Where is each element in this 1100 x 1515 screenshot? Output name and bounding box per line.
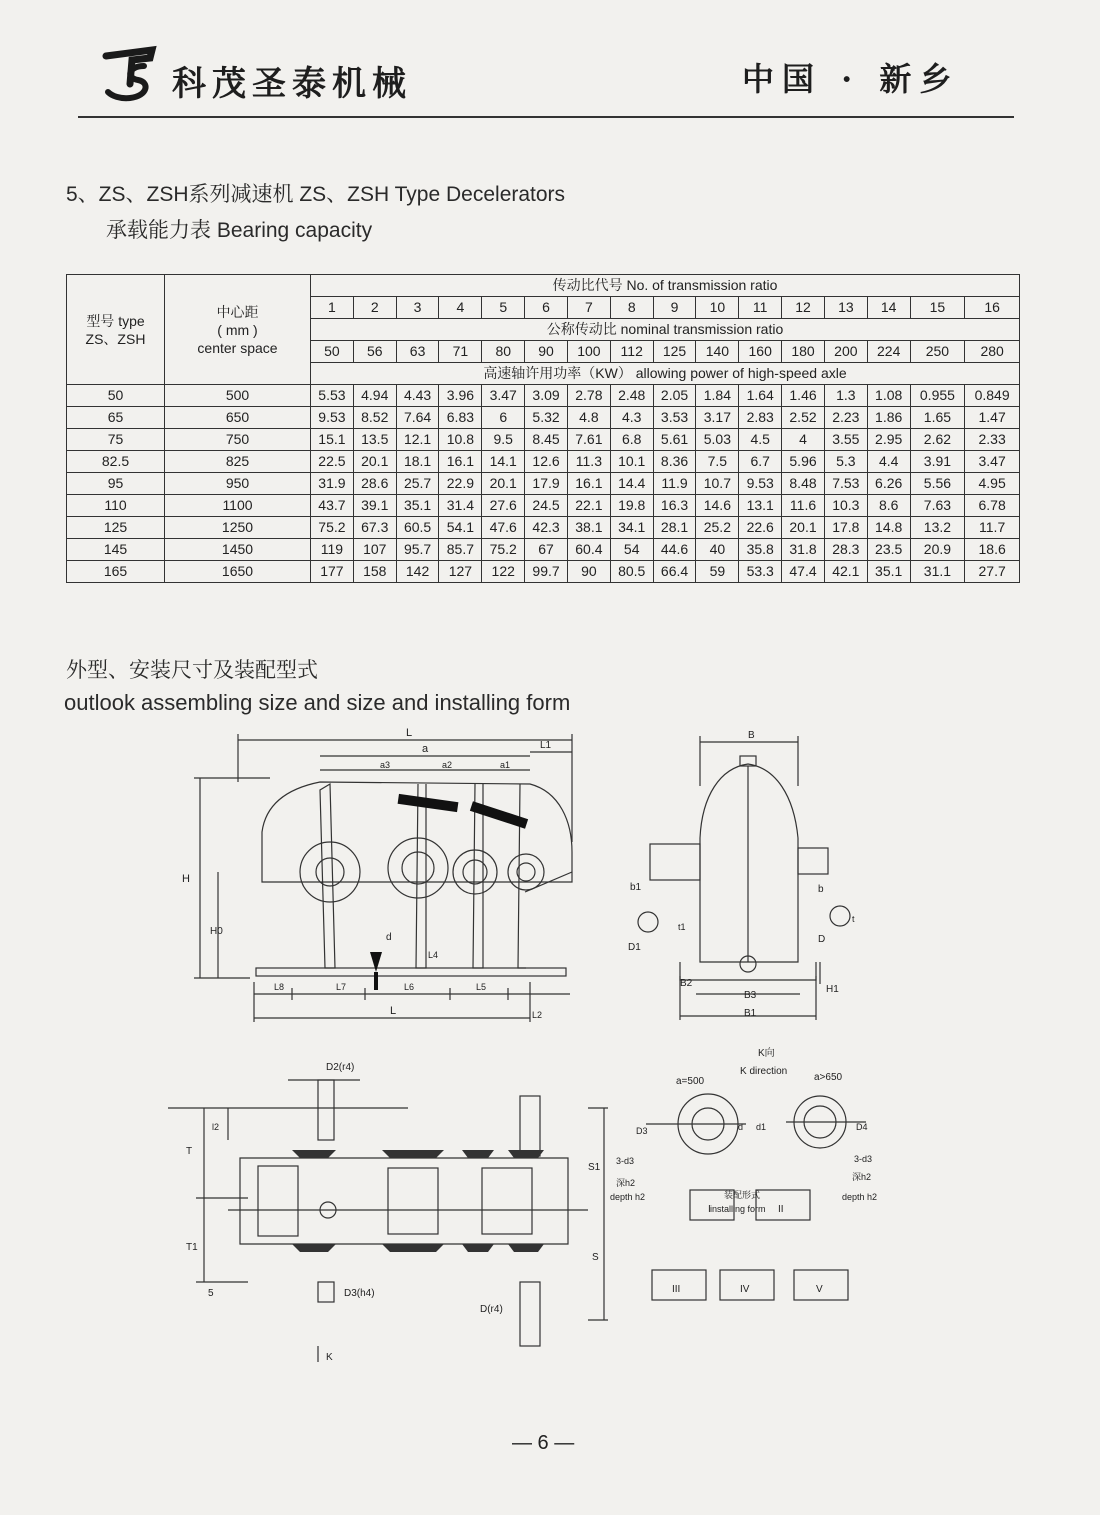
power-cell: 2.05 [653,385,696,407]
header-row-ratio-label [67,275,1020,297]
power-cell: 14.4 [610,473,653,495]
power-cell: 47.6 [482,517,525,539]
power-cell: 66.4 [653,561,696,583]
power-cell: 2.33 [965,429,1020,451]
power-cell: 7.61 [567,429,610,451]
power-cell: 1.84 [696,385,739,407]
power-cell: 16.1 [567,473,610,495]
type-cell: 110 [67,495,165,517]
ratio-code-cell: 3 [396,297,439,319]
table-row [67,407,1020,429]
dim-D: D [818,934,826,945]
power-cell: 85.7 [439,539,482,561]
form-V: V [816,1284,823,1295]
power-cell: 9.5 [482,429,525,451]
power-cell: 3.96 [439,385,482,407]
power-cell: 3.53 [653,407,696,429]
power-cell: 31.1 [910,561,965,583]
power-cell: 11.3 [567,451,610,473]
power-cell: 5.96 [782,451,825,473]
power-cell: 44.6 [653,539,696,561]
power-cell: 42.3 [525,517,568,539]
power-cell: 4.3 [610,407,653,429]
table-row [67,539,1020,561]
power-cell: 67.3 [353,517,396,539]
power-cell: 17.9 [525,473,568,495]
ratio-code-cell: 4 [439,297,482,319]
power-cell: 1.65 [910,407,965,429]
power-cell: 3.47 [482,385,525,407]
dim-L2: L2 [532,1010,543,1020]
power-cell: 4.95 [965,473,1020,495]
type-cell: 65 [67,407,165,429]
power-cell: 18.1 [396,451,439,473]
table-row [67,561,1020,583]
dim-D4: D4 [856,1122,868,1132]
power-cell: 11.7 [965,517,1020,539]
power-cell: 6.7 [739,451,782,473]
type-cell: 165 [67,561,165,583]
power-cell: 12.6 [525,451,568,473]
power-cell: 22.1 [567,495,610,517]
power-cell: 0.955 [910,385,965,407]
ratio-code-cell: 2 [353,297,396,319]
power-cell: 10.8 [439,429,482,451]
power-cell: 6 [482,407,525,429]
dim-K: K [326,1352,333,1363]
power-cell: 15.1 [311,429,354,451]
power-cell: 42.1 [824,561,867,583]
power-cell: 17.8 [824,517,867,539]
nominal-ratio-cell: 100 [567,341,610,363]
power-cell: 5.56 [910,473,965,495]
dim-B1: B1 [744,1008,757,1019]
dim-t1: t1 [678,922,686,932]
power-cell: 39.1 [353,495,396,517]
nominal-ratio-cell: 50 [311,341,354,363]
nominal-ratio-cell: 224 [867,341,910,363]
nominal-ratio-header: 公称传动比 nominal transmission ratio [311,319,1020,341]
ratio-code-cell: 1 [311,297,354,319]
center-cell: 500 [165,385,311,407]
power-cell: 23.5 [867,539,910,561]
power-cell: 95.7 [396,539,439,561]
power-cell: 4.94 [353,385,396,407]
power-cell: 3.17 [696,407,739,429]
power-cell: 6.26 [867,473,910,495]
dim-L-bottom: L [390,1005,397,1017]
dim-t: t [852,914,855,924]
table-row [67,429,1020,451]
label-depth-cn-left: 深h2 [616,1178,636,1188]
power-cell: 34.1 [610,517,653,539]
nominal-ratio-cell: 180 [782,341,825,363]
nominal-ratio-cell: 112 [610,341,653,363]
power-cell: 75.2 [311,517,354,539]
power-cell: 24.5 [525,495,568,517]
power-cell: 31.4 [439,495,482,517]
power-cell: 54.1 [439,517,482,539]
dim-L-top: L [406,727,413,739]
power-cell: 5.32 [525,407,568,429]
power-cell: 5.03 [696,429,739,451]
power-cell: 19.8 [610,495,653,517]
power-cell: 4.8 [567,407,610,429]
dim-T1: T1 [186,1242,198,1253]
power-cell: 25.2 [696,517,739,539]
power-cell: 8.48 [782,473,825,495]
power-cell: 4.5 [739,429,782,451]
dim-d1: d1 [756,1122,767,1132]
ratio-code-cell: 7 [567,297,610,319]
table-row [67,473,1020,495]
dim-B2: B2 [680,978,693,989]
power-cell: 99.7 [525,561,568,583]
power-cell: 28.3 [824,539,867,561]
power-cell: 4.43 [396,385,439,407]
nominal-ratio-cell: 140 [696,341,739,363]
dim-b1: b1 [630,882,642,893]
power-cell: 13.2 [910,517,965,539]
dim-d: d [738,1122,744,1132]
dim-L6: L6 [404,982,415,992]
power-cell: 14.8 [867,517,910,539]
k-direction-view-drawing [606,1040,906,1360]
power-cell: 142 [396,561,439,583]
type-cell: 145 [67,539,165,561]
dim-L1: L1 [540,740,552,751]
installing-form-cn: 装配形式 [724,1190,761,1200]
side-view-drawing [620,726,860,1026]
power-cell: 59 [696,561,739,583]
dim-H: H [182,873,190,885]
power-cell: 6.83 [439,407,482,429]
power-cell: 47.4 [782,561,825,583]
power-cell: 5.53 [311,385,354,407]
power-cell: 6.78 [965,495,1020,517]
nominal-ratio-cell: 56 [353,341,396,363]
power-cell: 35.1 [867,561,910,583]
form-II: II [778,1204,784,1215]
power-cell: 14.1 [482,451,525,473]
power-cell: 8.45 [525,429,568,451]
power-cell: 12.1 [396,429,439,451]
label-a500: a=500 [676,1076,705,1087]
power-cell: 53.3 [739,561,782,583]
power-cell: 27.7 [965,561,1020,583]
power-cell: 1.46 [782,385,825,407]
power-cell: 43.7 [311,495,354,517]
power-cell: 10.1 [610,451,653,473]
form-IV: IV [740,1284,750,1295]
ratio-code-cell: 9 [653,297,696,319]
power-cell: 1.47 [965,407,1020,429]
company-name: 科茂圣泰机械 [172,64,412,104]
dim-D1: D1 [628,942,641,953]
outline-title-en: outlook assembling size and size and installing form [64,690,571,715]
plan-view-drawing [168,1050,616,1370]
bearing-capacity-table [66,274,1020,583]
power-cell: 1.08 [867,385,910,407]
power-cell: 75.2 [482,539,525,561]
power-cell: 2.95 [867,429,910,451]
power-cell: 177 [311,561,354,583]
power-cell: 60.4 [567,539,610,561]
dim-L7: L7 [336,982,347,992]
power-cell: 2.83 [739,407,782,429]
power-cell: 1.86 [867,407,910,429]
power-cell: 10.3 [824,495,867,517]
center-cell: 1650 [165,561,311,583]
dim-b: b [818,884,824,895]
center-cell: 1450 [165,539,311,561]
power-cell: 7.53 [824,473,867,495]
dim-H1: H1 [826,984,839,995]
power-cell: 14.6 [696,495,739,517]
nominal-ratio-cell: 280 [965,341,1020,363]
power-cell: 2.62 [910,429,965,451]
power-cell: 4 [782,429,825,451]
form-I: I [708,1204,711,1215]
power-cell: 80.5 [610,561,653,583]
company-logo [100,44,166,106]
power-cell: 1.3 [824,385,867,407]
nominal-ratio-cell: 125 [653,341,696,363]
center-cell: 750 [165,429,311,451]
table-row [67,517,1020,539]
location-text: 中国 · 新乡 [742,60,960,98]
power-cell: 107 [353,539,396,561]
label-3-d3-right: 3-d3 [854,1154,873,1164]
power-cell: 22.5 [311,451,354,473]
nominal-ratio-cell: 71 [439,341,482,363]
front-view-drawing [170,722,590,1032]
section-title: 5、ZS、ZSH系列减速机 ZS、ZSH Type Decelerators [66,183,566,206]
power-cell: 0.849 [965,385,1020,407]
dim-S1: S1 [588,1162,601,1173]
power-cell: 7.63 [910,495,965,517]
table-row [67,451,1020,473]
power-cell: 9.53 [311,407,354,429]
power-cell: 40 [696,539,739,561]
ratio-code-cell: 10 [696,297,739,319]
ratio-code-header: 传动比代号 No. of transmission ratio [311,275,1020,297]
power-cell: 7.64 [396,407,439,429]
power-cell: 3.09 [525,385,568,407]
power-cell: 20.9 [910,539,965,561]
power-cell: 11.6 [782,495,825,517]
power-cell: 10.7 [696,473,739,495]
form-III: III [672,1284,681,1295]
ratio-code-cell: 15 [910,297,965,319]
type-header: 型号 type ZS、ZSH [67,275,165,385]
type-cell: 95 [67,473,165,495]
nominal-ratio-cell: 200 [824,341,867,363]
power-cell: 2.52 [782,407,825,429]
header-rule [78,116,1014,118]
power-cell: 2.78 [567,385,610,407]
power-cell: 2.48 [610,385,653,407]
center-cell: 650 [165,407,311,429]
type-cell: 50 [67,385,165,407]
power-cell: 3.55 [824,429,867,451]
dim-L8: L8 [274,982,285,992]
installing-form-en: installing form [710,1204,766,1214]
label-a650: a>650 [814,1072,843,1083]
power-cell: 122 [482,561,525,583]
center-cell: 950 [165,473,311,495]
dim-a2: a2 [442,760,453,770]
label-depth-en-left: depth h2 [610,1192,646,1202]
dim-D3: D3 [636,1126,648,1136]
ratio-code-cell: 6 [525,297,568,319]
ratio-code-cell: 12 [782,297,825,319]
ratio-code-cell: 16 [965,297,1020,319]
power-cell: 18.6 [965,539,1020,561]
power-header: 高速轴许用功率（KW） allowing power of high-speed axle [311,363,1020,385]
power-cell: 67 [525,539,568,561]
power-cell: 3.47 [965,451,1020,473]
power-cell: 16.3 [653,495,696,517]
power-cell: 3.91 [910,451,965,473]
type-cell: 75 [67,429,165,451]
label-depth-en-right: depth h2 [842,1192,878,1202]
dim-L4: L4 [428,950,439,960]
type-cell: 82.5 [67,451,165,473]
power-cell: 2.23 [824,407,867,429]
power-cell: 20.1 [353,451,396,473]
ratio-code-cell: 5 [482,297,525,319]
dim-S: S [592,1252,599,1263]
power-cell: 35.1 [396,495,439,517]
section-subtitle: 承载能力表 Bearing capacity [106,219,373,242]
ratio-code-cell: 8 [610,297,653,319]
nominal-ratio-cell: 160 [739,341,782,363]
dim-B: B [748,730,755,741]
dim-a: a [422,743,429,755]
outline-title-cn: 外型、安装尺寸及装配型式 [66,659,318,682]
dim-5: 5 [208,1288,214,1299]
power-cell: 22.6 [739,517,782,539]
table-row [67,495,1020,517]
power-cell: 27.6 [482,495,525,517]
type-cell: 125 [67,517,165,539]
dim-a3: a3 [380,760,391,770]
table-row [67,385,1020,407]
power-cell: 8.36 [653,451,696,473]
power-cell: 4.4 [867,451,910,473]
power-cell: 28.1 [653,517,696,539]
power-cell: 13.5 [353,429,396,451]
power-cell: 13.1 [739,495,782,517]
power-cell: 8.52 [353,407,396,429]
dim-H0: H0 [210,926,223,937]
power-cell: 90 [567,561,610,583]
power-cell: 60.5 [396,517,439,539]
k-direction-en: K direction [740,1066,788,1077]
label-depth-cn-right: 深h2 [852,1172,872,1182]
power-cell: 7.5 [696,451,739,473]
center-cell: 1100 [165,495,311,517]
nominal-ratio-cell: 250 [910,341,965,363]
dim-T: T [186,1146,193,1157]
power-cell: 11.9 [653,473,696,495]
power-cell: 16.1 [439,451,482,473]
power-cell: 20.1 [782,517,825,539]
power-cell: 127 [439,561,482,583]
nominal-ratio-cell: 90 [525,341,568,363]
dim-d: d [386,932,392,943]
power-cell: 1.64 [739,385,782,407]
center-cell: 1250 [165,517,311,539]
power-cell: 22.9 [439,473,482,495]
ratio-code-cell: 11 [739,297,782,319]
dim-B3: B3 [744,990,757,1001]
power-cell: 38.1 [567,517,610,539]
power-cell: 31.8 [782,539,825,561]
dim-l2: l2 [212,1122,220,1132]
power-cell: 158 [353,561,396,583]
power-cell: 6.8 [610,429,653,451]
ratio-code-cell: 13 [824,297,867,319]
dim-Dr4: D(r4) [480,1304,503,1315]
power-cell: 5.61 [653,429,696,451]
nominal-ratio-cell: 80 [482,341,525,363]
power-cell: 9.53 [739,473,782,495]
power-cell: 54 [610,539,653,561]
power-cell: 35.8 [739,539,782,561]
nominal-ratio-cell: 63 [396,341,439,363]
center-space-header: 中心距 ( mm ) center space [165,275,311,385]
k-direction-cn: K向 [758,1048,775,1059]
power-cell: 25.7 [396,473,439,495]
power-cell: 31.9 [311,473,354,495]
dim-D2r4: D2(r4) [326,1062,355,1073]
power-cell: 28.6 [353,473,396,495]
dim-a1: a1 [500,760,511,770]
power-cell: 5.3 [824,451,867,473]
power-cell: 20.1 [482,473,525,495]
ratio-code-cell: 14 [867,297,910,319]
label-3-d3-left: 3-d3 [616,1156,635,1166]
dim-L5: L5 [476,982,487,992]
dim-D3h4: D3(h4) [344,1288,375,1299]
power-cell: 8.6 [867,495,910,517]
power-cell: 119 [311,539,354,561]
page-number: — 6 — [512,1432,575,1454]
center-cell: 825 [165,451,311,473]
